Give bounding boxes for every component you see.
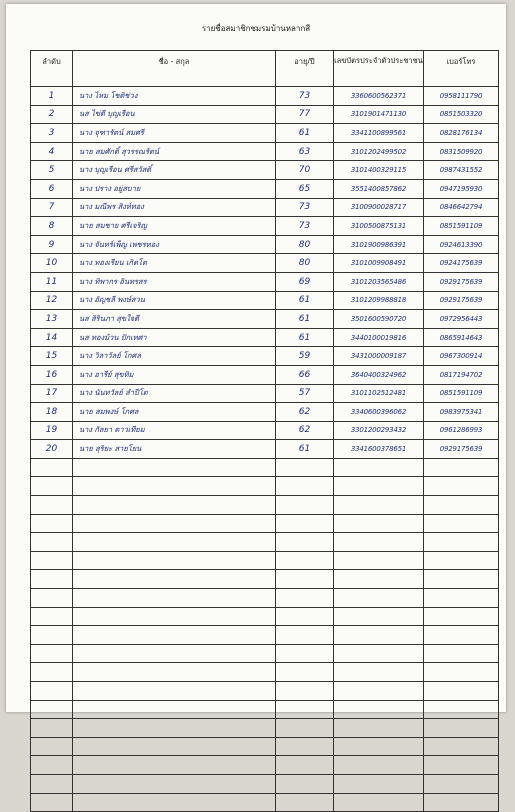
empty-table-row (31, 496, 499, 515)
row-number: 2 (31, 105, 73, 124)
empty-table-row (31, 626, 499, 645)
row-phone: 0958111790 (424, 87, 499, 106)
row-name: นาง ไหม โชติช่วง (73, 87, 276, 106)
row-phone: 0929175639 (424, 272, 499, 291)
row-name: นาย สมศักดิ์ สุวรรณรัตน์ (73, 142, 276, 161)
empty-cell (334, 458, 424, 477)
row-name: นาง จุฑารัตน์ สมศรี (73, 124, 276, 143)
empty-table-row (31, 700, 499, 719)
row-age: 65 (276, 179, 334, 198)
empty-cell (276, 626, 334, 645)
row-name: นาย สุริยะ สายโยน (73, 440, 276, 459)
empty-cell (424, 756, 499, 775)
empty-cell (424, 793, 499, 812)
header-id-card: เลขบัตรประจำตัวประชาชน (334, 51, 424, 87)
row-id-card: 3551400857862 (334, 179, 424, 198)
document-title: รายชื่อสมาชิกชมรมบ้านหลากสี (201, 24, 311, 33)
empty-cell (31, 644, 73, 663)
table-row (31, 124, 499, 143)
row-id-card: 3101900986391 (334, 235, 424, 254)
empty-cell (424, 589, 499, 608)
row-phone: 0851503320 (424, 105, 499, 124)
row-phone: 0865914643 (424, 328, 499, 347)
member-table (30, 50, 499, 812)
table-row (31, 421, 499, 440)
empty-cell (334, 737, 424, 756)
table-row (31, 310, 499, 329)
empty-cell (334, 551, 424, 570)
empty-table-row (31, 793, 499, 812)
row-age: 59 (276, 347, 334, 366)
table-row (31, 291, 499, 310)
row-id-card: 3100500875131 (334, 217, 424, 236)
empty-cell (73, 700, 276, 719)
row-phone: 0924613390 (424, 235, 499, 254)
row-phone: 0851591109 (424, 217, 499, 236)
empty-cell (334, 774, 424, 793)
row-phone: 0961286993 (424, 421, 499, 440)
row-id-card: 3101400329115 (334, 161, 424, 180)
row-name: นาง อารีย์ สุขทิม (73, 365, 276, 384)
empty-cell (334, 589, 424, 608)
empty-cell (276, 477, 334, 496)
table-row (31, 142, 499, 161)
row-number: 17 (31, 384, 73, 403)
row-number: 7 (31, 198, 73, 217)
empty-table-row (31, 682, 499, 701)
empty-table-row (31, 607, 499, 626)
empty-cell (31, 458, 73, 477)
row-id-card: 3101102512481 (334, 384, 424, 403)
empty-cell (276, 663, 334, 682)
row-number: 14 (31, 328, 73, 347)
empty-table-row (31, 477, 499, 496)
empty-cell (276, 793, 334, 812)
row-number: 19 (31, 421, 73, 440)
row-phone: 0947195930 (424, 179, 499, 198)
row-number: 8 (31, 217, 73, 236)
row-age: 61 (276, 440, 334, 459)
table-row (31, 235, 499, 254)
empty-cell (73, 533, 276, 552)
row-phone: 0831509920 (424, 142, 499, 161)
header-phone: เบอร์โทร (424, 51, 499, 87)
empty-cell (276, 533, 334, 552)
empty-cell (31, 663, 73, 682)
row-age: 66 (276, 365, 334, 384)
empty-cell (276, 551, 334, 570)
row-number: 15 (31, 347, 73, 366)
empty-table-row (31, 458, 499, 477)
empty-cell (424, 737, 499, 756)
table-row (31, 403, 499, 422)
table-row (31, 254, 499, 273)
empty-cell (73, 626, 276, 645)
row-number: 13 (31, 310, 73, 329)
empty-cell (276, 458, 334, 477)
row-phone: 0929175639 (424, 291, 499, 310)
row-number: 4 (31, 142, 73, 161)
row-age: 77 (276, 105, 334, 124)
table-row (31, 328, 499, 347)
empty-cell (334, 626, 424, 645)
empty-cell (334, 719, 424, 738)
row-number: 9 (31, 235, 73, 254)
row-id-card: 3101209988818 (334, 291, 424, 310)
empty-table-row (31, 533, 499, 552)
row-age: 61 (276, 291, 334, 310)
empty-cell (73, 496, 276, 515)
empty-table-row (31, 514, 499, 533)
empty-table-row (31, 589, 499, 608)
empty-cell (31, 626, 73, 645)
empty-cell (276, 774, 334, 793)
row-age: 80 (276, 235, 334, 254)
row-age: 61 (276, 310, 334, 329)
empty-cell (31, 477, 73, 496)
empty-cell (73, 458, 276, 477)
empty-cell (424, 496, 499, 515)
row-name: นาย สมพงษ์ โกศล (73, 403, 276, 422)
row-id-card: 3341100899561 (334, 124, 424, 143)
row-age: 73 (276, 87, 334, 106)
table-row (31, 272, 499, 291)
row-phone: 0987431552 (424, 161, 499, 180)
row-name: นาง กัลยา ดาวเทียม (73, 421, 276, 440)
empty-cell (334, 793, 424, 812)
empty-cell (31, 514, 73, 533)
row-id-card: 3440100019816 (334, 328, 424, 347)
row-id-card: 3501600590720 (334, 310, 424, 329)
header-number: ลำดับ (31, 51, 73, 87)
empty-cell (73, 551, 276, 570)
row-age: 69 (276, 272, 334, 291)
row-phone: 0817194702 (424, 365, 499, 384)
empty-cell (73, 644, 276, 663)
row-id-card: 3341600378651 (334, 440, 424, 459)
row-name: นาง มณีพร สิงห์ทอง (73, 198, 276, 217)
row-name: นาง วิลาวัลย์ โกศล (73, 347, 276, 366)
empty-cell (276, 496, 334, 515)
empty-cell (31, 793, 73, 812)
row-age: 61 (276, 328, 334, 347)
empty-cell (424, 719, 499, 738)
empty-cell (276, 514, 334, 533)
empty-cell (73, 589, 276, 608)
empty-cell (334, 607, 424, 626)
row-id-card: 3101901471130 (334, 105, 424, 124)
empty-cell (276, 737, 334, 756)
empty-cell (424, 551, 499, 570)
row-number: 3 (31, 124, 73, 143)
empty-cell (31, 551, 73, 570)
row-number: 16 (31, 365, 73, 384)
row-number: 6 (31, 179, 73, 198)
empty-cell (334, 663, 424, 682)
empty-cell (424, 570, 499, 589)
empty-cell (31, 570, 73, 589)
row-id-card: 3431000009187 (334, 347, 424, 366)
empty-table-row (31, 644, 499, 663)
table-row (31, 179, 499, 198)
row-name: นส สิรินภา สุขใจดี (73, 310, 276, 329)
empty-cell (424, 458, 499, 477)
table-row (31, 440, 499, 459)
empty-cell (31, 607, 73, 626)
row-phone: 0828176134 (424, 124, 499, 143)
row-name: นาง ปราง อยู่สบาย (73, 179, 276, 198)
empty-cell (73, 607, 276, 626)
empty-cell (73, 774, 276, 793)
row-name: นส ทองม้วน ปักเทศา (73, 328, 276, 347)
empty-cell (334, 700, 424, 719)
empty-cell (73, 719, 276, 738)
row-phone: 0929175639 (424, 440, 499, 459)
table-row (31, 161, 499, 180)
row-id-card: 3100900028717 (334, 198, 424, 217)
empty-cell (424, 774, 499, 793)
empty-cell (276, 700, 334, 719)
empty-cell (73, 737, 276, 756)
empty-cell (276, 589, 334, 608)
table-header-row (31, 51, 499, 87)
empty-cell (276, 570, 334, 589)
row-number: 5 (31, 161, 73, 180)
header-name: ชื่อ - สกุล (73, 51, 276, 87)
empty-cell (31, 756, 73, 775)
row-phone: 0846642794 (424, 198, 499, 217)
empty-cell (73, 793, 276, 812)
empty-cell (334, 570, 424, 589)
row-name: นาง ทองเรียน เกิดโต (73, 254, 276, 273)
row-id-card: 3640400324962 (334, 365, 424, 384)
row-number: 10 (31, 254, 73, 273)
empty-cell (276, 644, 334, 663)
row-phone: 0983975341 (424, 403, 499, 422)
empty-cell (424, 700, 499, 719)
row-name: นาง ทิพากร อินทรสร (73, 272, 276, 291)
row-number: 18 (31, 403, 73, 422)
row-age: 61 (276, 124, 334, 143)
empty-table-row (31, 737, 499, 756)
table-row (31, 384, 499, 403)
empty-cell (276, 756, 334, 775)
row-phone: 0972956443 (424, 310, 499, 329)
empty-cell (73, 570, 276, 589)
row-number: 12 (31, 291, 73, 310)
document-page (6, 4, 506, 712)
row-age: 73 (276, 217, 334, 236)
row-age: 70 (276, 161, 334, 180)
row-age: 57 (276, 384, 334, 403)
row-id-card: 3101009908491 (334, 254, 424, 273)
empty-cell (276, 607, 334, 626)
row-name: นาง บุญเรือน ศรีสวัสดิ์ (73, 161, 276, 180)
empty-cell (73, 514, 276, 533)
empty-cell (424, 626, 499, 645)
empty-cell (31, 719, 73, 738)
empty-cell (31, 589, 73, 608)
row-phone: 0851591109 (424, 384, 499, 403)
empty-cell (31, 774, 73, 793)
row-id-card: 3301200293432 (334, 421, 424, 440)
empty-cell (334, 496, 424, 515)
empty-cell (276, 719, 334, 738)
empty-table-row (31, 663, 499, 682)
empty-cell (424, 477, 499, 496)
empty-cell (31, 700, 73, 719)
row-age: 73 (276, 198, 334, 217)
empty-cell (424, 533, 499, 552)
empty-cell (276, 682, 334, 701)
row-age: 63 (276, 142, 334, 161)
row-id-card: 3340600396062 (334, 403, 424, 422)
row-number: 20 (31, 440, 73, 459)
row-phone: 0967300914 (424, 347, 499, 366)
empty-cell (31, 682, 73, 701)
empty-cell (424, 514, 499, 533)
table-row (31, 347, 499, 366)
empty-cell (73, 682, 276, 701)
empty-table-row (31, 551, 499, 570)
empty-cell (31, 496, 73, 515)
empty-cell (334, 514, 424, 533)
row-phone: 0924175639 (424, 254, 499, 273)
empty-cell (73, 663, 276, 682)
empty-cell (31, 533, 73, 552)
table-row (31, 87, 499, 106)
empty-table-row (31, 774, 499, 793)
empty-table-row (31, 719, 499, 738)
header-age: อายุ/ปี (276, 51, 334, 87)
table-row (31, 105, 499, 124)
empty-cell (334, 533, 424, 552)
empty-cell (73, 477, 276, 496)
row-id-card: 3360600562371 (334, 87, 424, 106)
row-number: 1 (31, 87, 73, 106)
table-row (31, 198, 499, 217)
empty-cell (334, 756, 424, 775)
empty-table-row (31, 756, 499, 775)
empty-cell (424, 663, 499, 682)
empty-cell (334, 477, 424, 496)
row-id-card: 3101203565486 (334, 272, 424, 291)
row-name: นาง จันทร์เพ็ญ เพชรทอง (73, 235, 276, 254)
row-name: นส ไข่ดี บุญเรือน (73, 105, 276, 124)
empty-cell (334, 682, 424, 701)
empty-cell (424, 682, 499, 701)
empty-cell (73, 756, 276, 775)
empty-cell (31, 737, 73, 756)
row-name: นาง นันทวัลย์ ลำปีโต (73, 384, 276, 403)
empty-cell (334, 644, 424, 663)
row-id-card: 3101202499502 (334, 142, 424, 161)
empty-cell (424, 607, 499, 626)
row-name: นาย สมชาย ศรีเจริญ (73, 217, 276, 236)
empty-cell (424, 644, 499, 663)
row-number: 11 (31, 272, 73, 291)
table-row (31, 217, 499, 236)
row-age: 62 (276, 421, 334, 440)
row-age: 80 (276, 254, 334, 273)
table-row (31, 365, 499, 384)
empty-table-row (31, 570, 499, 589)
row-name: นาง อัญชลี พงษ์สวน (73, 291, 276, 310)
row-age: 62 (276, 403, 334, 422)
